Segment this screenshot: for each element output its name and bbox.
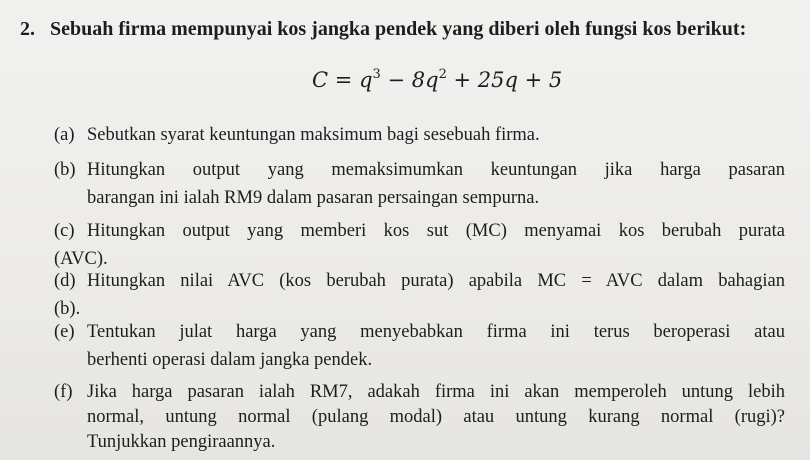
formula-term-2: − 8q (387, 68, 439, 92)
part-text-line: berhenti operasi dalam jangka pendek. (87, 350, 373, 370)
part-text-line: normal, untung normal (pulang modal) atau untung kurang normal (rugi)? (87, 407, 785, 427)
part-text-line: Hitungkan output yang memberi kos sut (MC) menyamai kos berubah purata (87, 221, 785, 241)
part-text-line: barangan ini ialah RM9 dalam pasaran persaingan sempurna. (87, 188, 540, 208)
part-text-line: Tentukan julat harga yang menyebabkan firma ini terus beroperasi atau (87, 322, 785, 342)
part-label: (e) (54, 322, 75, 342)
formula-lhs: C (312, 68, 329, 92)
part-text-line: Tunjukkan pengiraannya. (87, 432, 276, 452)
part-label: (f) (54, 382, 73, 402)
part-text-line: (b). (54, 299, 81, 319)
part-text-line: Jika harga pasaran ialah RM7, adakah firma ini akan memperoleh untung lebih (87, 382, 785, 402)
part-label: (d) (54, 271, 76, 291)
part-label: (b) (54, 160, 76, 180)
part-label: (a) (54, 125, 75, 145)
question-stem: Sebuah firma mempunyai kos jangka pendek yang diberi oleh fungsi kos berikut: (50, 18, 747, 40)
part-text-line: Hitungkan output yang memaksimumkan keuntungan jika harga pasaran (87, 160, 785, 180)
part-text-line: (AVC). (54, 249, 108, 269)
formula-term-3: + 25q + 5 (453, 68, 563, 92)
part-label: (c) (54, 221, 75, 241)
formula-exponent-2: 2 (438, 67, 447, 82)
question-number: 2. (20, 18, 35, 40)
part-text-line: Sebutkan syarat keuntungan maksimum bagi sesebuah firma. (87, 125, 540, 145)
formula-exponent-1: 3 (372, 67, 381, 82)
cost-function-formula (312, 68, 562, 92)
formula-equals: = (334, 68, 353, 92)
formula-term-1: q (359, 68, 373, 92)
part-text-line: Hitungkan nilai AVC (kos berubah purata) apabila MC = AVC dalam bahagian (87, 271, 785, 291)
